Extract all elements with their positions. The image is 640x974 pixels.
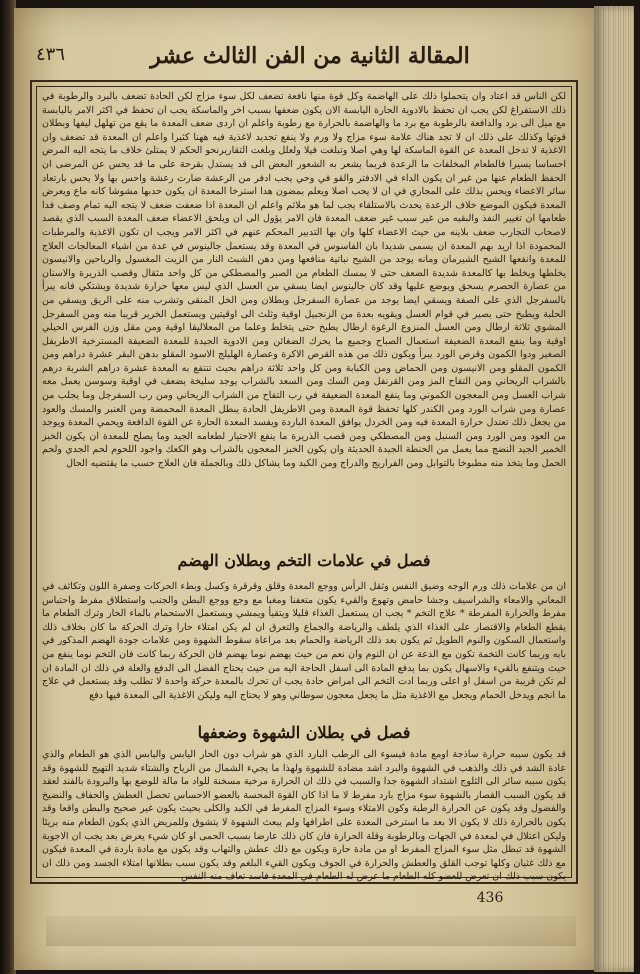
page-edges xyxy=(594,6,634,972)
text-frame xyxy=(30,80,578,884)
bottom-margin xyxy=(46,916,576,946)
section-heading-indigestion: فصل في علامات التخم وبطلان الهضم xyxy=(177,551,431,570)
page-number-footer: 436 xyxy=(476,890,504,906)
section-indigestion-body: ان من علامات ذلك ورم الوجه وضيق النفس وثقل الرأس ووجع المعدة وقلق وقرقرة وكسل وبطء الحركات وصفرة اللون وتكاثف في المعاني والامعاء والشراسيف وجشا حامض وتهوع والقيء يكون متعفنا ومغبا مع وجع ووجع البطن والجنب واستطلاق مفرط واحتباس مفرط والحرارة المفرطة * علاج التخم * يجب ان يستعمل الغذاء قليلا ويتقيأ ويمشي ويستعمل الاستحمام بالماء الحار وترك الطعام ما يقطع الطعام والاقتصار على الغذاء الذي يلطف والرياضة والجماع والتعرق ان لم يكن امتلاء حارا وترك الحركة ما كان بخلاف ذلك واستعمال السكون والنوم الطويل ثم يكون بعد ذلك الرياضة والحمام بعد مراعاة سقوط الشهوة ومن علامات جودة الهضم المذكور في بابه وربما كانت التخمة تكون مع الدعة عن ان النوم وان نعم من حيث يهضم نوما يهضم فان الحركة ربما كانت فان التخم نوما ينفع من حيث ويتنفع بالقيء والاسهال يكون بما يدفع المادة الى اسفل الحاجة اليه من حيث يحتاج الفضل الى الدفع والعلة في ذلك ان المادة ان لم تكن قريبة من اسفل او اعلى وربما ادت التخم الى امراض حادة يجب ان تحرك بالمعدة حركة واحدة لا تطلب وقد يستعمل في علاج ما انجم ويدخل الحمام ويجعل مع الاغذية مثل ما يجعل معجون سوطاني وهو لا يحتاج اليه وليكن الاغذية الى المعدة فيها دفع xyxy=(42,581,566,701)
page-number-arabic: ٤٣٦ xyxy=(36,44,66,65)
section-appetite-body: قد يكون سببه حرارة ساذجة اومع مادة فيسوء الى الرطب البارد الذي هو شراب دون الحار اليابس واليابس الذي هو الطعام والذي عادة الشد في ذلك والذهب في الشهوة والبرد اشد مضادة للشهوة ولهذا ما يجيء الشمال من الرياح والشتاء شديد التهيج للشهوة وقد يكون سببه سائر الى الثلوج اشتداد الشهوة جدا والسبب في ذلك ان الحرارة مرخية مسخنة للواد ما مالة للوضع بها والبرودة بالفند لعقد قد يكون السبب القصار بالشهوة سوء مزاج بارد مفرط لا ما اذا كان القوة المحسة بالعضو الاحساس تحصل العطش والحفاف والنضيخ والفضول وقد يكون عن الحرارة الرطبة وكون الامتلاء وسوء المزاج المفرط في الكبد والكلى بحيث يكون غير صحيح والبطن واقعا وقد يكون بالحرارة ذلك لا يكون الا بعد ما استرخى المعدة على اطرافها ولم يبعث الشهوة لا يتشوق وللمريض الذي يكون الطعام منه بريئا وليكن اعتلال في لمعدة في الجهات وبالرطوبة وقلة الحرارة فان كان ذلك عارضا بسبب الحمى او كان شيء يعرض بعد يجب ان الاجوبة الشهوة قد تبطل مثل سوء المزاج المفرط او من مادة حارة ويكون مع ذلك عطش والتهاب وقد يكون مع مادة باردة في المعدة فيكون مع ذلك غثيان وكلها توجب القلق والعطش والحرارة في الجوف ويكون القيء البلغم وقد يكون سبب بطلانها امتلاء الجسد ومن ذلك ان يكون سبب ذلك ان تعرض للعضو كله الطعام ما عرض له الطعام في المعدة فاسد تعاف منه النفس xyxy=(42,749,566,883)
running-header: المقالة الثانية من الفن الثالث عشر xyxy=(150,43,470,69)
section-intro-body: لكن الناس قد اعتاد وان يتحملوا ذلك على الهاضمة وكل قوة منها نافعة تضعف لكل سوء مزاج لكن الحادة تضعف بالبرد والرطوبة في ذلك الاستفراغ لكن يجب ان تحفظ بالادوية الحارة اليابسة الان يكون ضعفها بسبب اخر والماسكة يجب ان تحفظ في اكثر الامر باليابسة مع ميل الى برد والدافعة بالرطوبة مع برد ما والهاضمة بالحرارة مع رطوبة واعلم ان اردى ضعف المعدة ما يقع من تهلهل ليفها وبطلان قوتها وكذلك على ذلك ان لا تجد هناك علامة سوء مزاج ولا ورم ولا ينفع تجديد لاغذية فيه ههنا كثيرا واعلم ان المعدة قد تضعف وان الاغذية لا تدخل المعدة عن القوة الماسكة لها وهي اصلا وتبلغت فيلا ولعلل وبلغت التقاريرنحو الحكم لا يمتلئ خلاف ما يتجه اليه المرض احساسا يسيرا فالطعام المخلفات ما الرعدة فربما يشعر به الشعور البعض الى قد يستدل بقرحة على ما قد يحس عن المرضى ان الحفظ الطعام عنها من غير ان يكون الداء في الادفتر والقو في وحي يجب ادفر من الرعشة ضارت رعشة واحس بها ولا يحس بارتعاد سائر الاعضاء ويحس بذلك على المجاري في ان لا يحب اصلا ويعلم بمضون هدا استرخا المعدة ان يكون حدبها مشوشا كانه ماع ويعرض المعدة فيكون الموضع خلاف الرعدة يحدث بالاستلقاء يجب لما هو ملائم واعلم ان المعدة اذا ضعفت ضعف لا يتجه اليه تمام وصف فدا طعامها ان تغيير النفذ والبقيه من غير سبب غير ضعف المعدة فان الامر يؤول الى ان ويلحق الاعضاء ضعف المعدة السبب الذي يقصد لاصحاب التجارب ضعف بلاينه من حيث الاعضاء كلها وان بها التدبير المحكم عنهم في اكثر الامر ويجب ان تكون الاغذية والمرطبات المحمودة اذا اريد بهم المعدة ان يسمى شديدا بان الفاسوس في المعدة وقد يستعمل جالينوس في عدة من اشياء المعالجات العلاج للمعدة وانفعها الشيح الشيرمان ومانه يوجد من الشيح نباتية منافعها ومن دهن الشبث النار من الزيت المغسول والرياحين والانيسون يخلطها ويخلط بها كالمعدة شديدة الضعف حتى لا يمسك الطعام من الصبر والمصطكي من كل واحد مثقال وقصب الذريرة والاسنان من عصارة الحصرم يسحق ويوضع عليها وقد كان جالينوس ايضا يسقي من العسل الذي ليس معها حرارة شديدة ويشتكي فانه يبرأ بالسفرجل الذي على الصفة ويسقي ايضا يوجد من عصارة السفرجل وبطلان ومن الخل المنقى وتشرب منه على الريق ويسقي من الحلبة ويطبخ حتى يصير في قوام العسل ويقويه بعدة من الزنجبيل اوقية وثلث الى اوقيتين ويستعمل الخرير قريبا منه ومن السفرجل المشوي ثلاثة ارطال ومن العسل المنزوع الرغوة ارطال يطبخ حتى يتخلط وعلما من المعلاليقا اوقية ومن مقل وزن الفرس الحيلي اوقية وما ينفع المعدة الضعيفة استعمال الصباح وجميع ما يحرك الضغائن ومن الادوية الجيدة للمعدة الضعيفة المسترخية الاطريفل الصغير ودوا الكمون وقرص الورد يبرأ ويكون ذلك من هذه القرص الاكرة وعصارة الهليلج الاسود المقلو بدهن البقر عشرة دراهم ومن الكمون المقلو ومن الانيسون ومن الحماض ومن الكبابة ومن كل واحد ثلاثة دراهم بحيث تنتفع به المعدة عشرة دراهم الشربة درهم بالشراب الريحاني ومن التفاح المز ومن القرنفل ومن السك ومن السعد بالشراب يوجد سليخة يضعف في اوقية وسوسن يعمل معه شراب العسل ومن المعجون الكموني وما ينفع المعدة الضعيفة في رب التفاح من الشراب الريحاني ومن رب السفرجل وما يجلب من عصارة ومن شراب الورد ومن الكندر كلها تحفظ قوة المعدة ومن الاطريفل الحادة يبطل المعدة المحمضة ومن العنبر والمسك والعود من يجعل ذلك تعتدل حرارة المعدة فيه ومن الخردل يوافق المعدة الباردة ويفسد المعدة الحارة عن القوة الدافعة ويحمي المعدة ويوجد من العود ومن الورد ومن السنبل ومن المصطكي ومن قصب الذريرة ما ينفع الاحتيار لطعامه الجيد وما يصلح للمعدة ان يكون الخبز الخمير الجيد النضج مما يعمل من الحنطة الجيدة الحديثة وان يكون الخبز المعجون بالشراب وهو الكعك واجود اللحوم لحم الجدي ولحم الحمل وما يتخذ منه مطبوخا بالتوابل ومن الفراريج والدراج ومن الكبد وما يشاكل ذلك وبالجملة فان العلاج حسب ما يقتضيه الحال xyxy=(42,91,566,470)
section-heading-appetite: فصل في بطلان الشهوة وضعفها xyxy=(197,723,411,742)
